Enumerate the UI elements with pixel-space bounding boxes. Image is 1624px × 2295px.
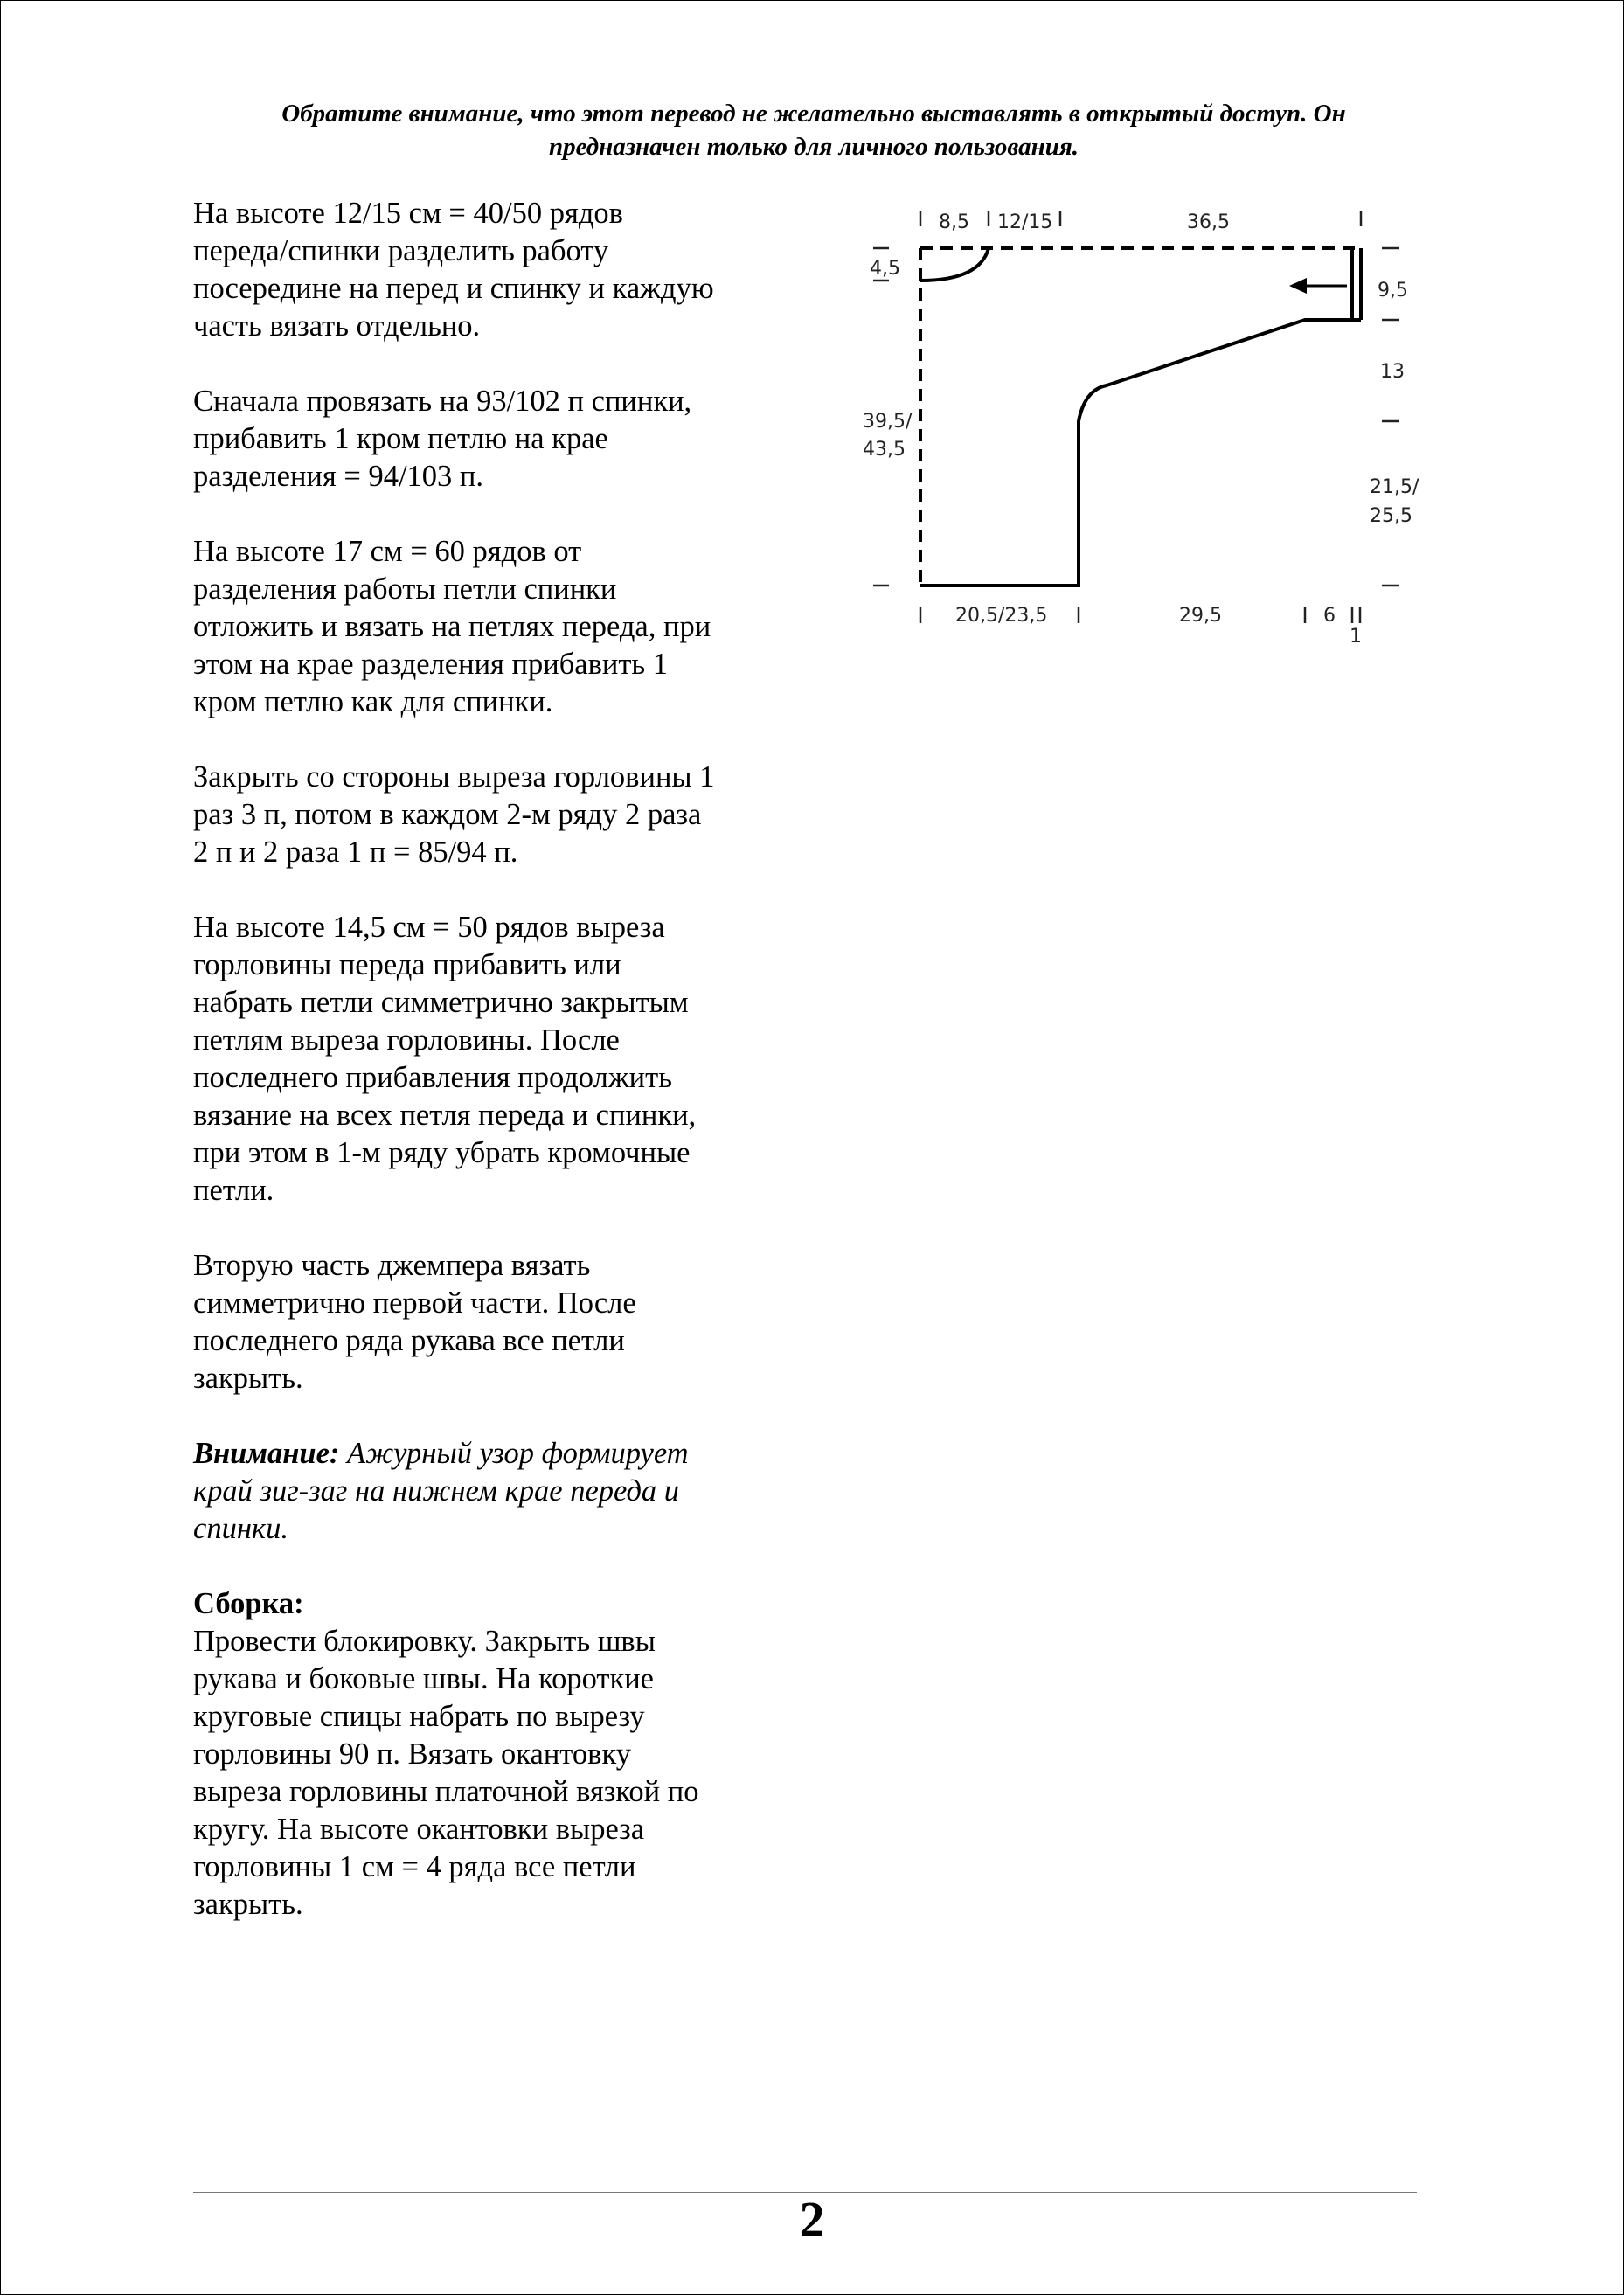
text-line: вязание на всех петля переда и спинки, [193,1099,697,1132]
label-top-sleeve: 36,5 [1187,211,1230,233]
text-line: закрыть. [193,1888,303,1921]
label-bottom-width: 20,5/23,5 [955,605,1048,627]
text-line: Провести блокировку. Закрыть швы [193,1625,656,1658]
text-line: На высоте 12/15 см = 40/50 рядов [193,197,623,230]
label-right-body-1: 21,5/ [1370,476,1419,498]
notice-line-1: Обратите внимание, что этот перевод не желательно выставлять в открытый доступ. Он [281,100,1346,128]
text-line: часть вязать отдельно. [193,309,481,343]
text-line: выреза горловины платочной вязкой по [193,1775,699,1808]
notice-line-2: предназначен только для личного пользования. [548,133,1079,161]
label-left-length-1: 39,5/ [863,411,913,433]
text-line: последнего ряда рукава все петли [193,1324,625,1357]
page-number: 2 [799,2191,825,2248]
paragraph-front-stitches [193,533,779,721]
attention-label: Внимание: [193,1437,340,1470]
attention-text: Ажурный узор формирует [339,1437,689,1470]
text-line: горловины 90 п. Вязать окантовку [193,1737,631,1771]
text-line [193,1435,779,1473]
text-line: симметрично первой части. После [193,1286,636,1320]
text-line: Сначала провязать на 93/102 п спинки, [193,385,692,418]
text-line: На высоте 17 см = 60 рядов от [193,535,582,568]
label-right-sleeve: 13 [1380,361,1405,383]
text-line: горловины 1 см = 4 ряда все петли [193,1850,636,1883]
label-bottom-edge: 1 [1350,626,1362,648]
paragraph-divide-work [193,195,779,345]
label-right-cuff: 9,5 [1378,280,1408,302]
text-line: разделения = 94/103 п. [193,460,484,493]
text-line: Закрыть со стороны выреза горловины 1 [193,760,715,794]
text-line: посередине на перед и спинку и каждую [193,272,714,305]
text-line: последнего прибавления продолжить [193,1061,672,1094]
text-line: круговые спицы набрать по вырезу [193,1700,645,1733]
label-top-neck: 12/15 [997,211,1053,233]
text-line: закрыть. [193,1362,303,1395]
fold-lines [920,248,1361,586]
text-line: 2 п и 2 раза 1 п = 85/94 п. [193,835,518,869]
paragraph-neckline-increase [193,909,779,1210]
text-line: кругу. На высоте окантовки выреза [193,1813,645,1846]
paragraph-attention [193,1435,779,1548]
schematic-diagram [840,193,1434,665]
label-left-neck-depth: 4,5 [870,258,900,280]
arrow-left-icon [1289,278,1347,294]
paragraph-back-stitches [193,383,779,496]
label-bottom-sleeve: 29,5 [1179,605,1222,627]
text-line: петлям выреза горловины. После [193,1023,620,1057]
text-line: спинки. [193,1512,288,1545]
label-left-length-2: 43,5 [863,439,906,461]
text-line: рукава и боковые швы. На короткие [193,1662,654,1695]
text-line: Вторую часть джемпера вязать [193,1249,591,1282]
paragraph-neckline-bindoff [193,759,779,871]
text-line: край зиг-заг на нижнем крае переда и [193,1474,680,1508]
garment-outline [920,248,1361,586]
top-ticks [920,211,1361,226]
paragraph-assembly [193,1585,779,1924]
text-line: при этом в 1-м ряду убрать кромочные [193,1136,691,1169]
label-bottom-cuff: 6 [1323,605,1336,627]
text-line: набрать петли симметрично закрытым [193,986,689,1019]
text-line: петли. [193,1174,274,1207]
label-right-body-2: 25,5 [1370,505,1412,527]
paragraph-second-part [193,1247,779,1397]
text-line: прибавить 1 кром петлю на крае [193,422,608,455]
text-line: горловины переда прибавить или [193,948,621,981]
assembly-heading: Сборка: [193,1587,304,1620]
text-line: переда/спинки разделить работу [193,234,609,267]
text-line: отложить и вязать на петлях переда, при [193,610,711,643]
text-line: раз 3 п, потом в каждом 2-м ряду 2 раза [193,798,702,831]
instructions-text [193,195,779,1961]
text-line: этом на крае разделения прибавить 1 [193,648,669,681]
copyright-notice [132,97,1496,163]
text-line: кром петлю как для спинки. [193,685,553,718]
text-line: На высоте 14,5 см = 50 рядов выреза [193,911,665,944]
label-top-neck-width: 8,5 [939,211,969,233]
text-line: разделения работы петли спинки [193,572,617,606]
